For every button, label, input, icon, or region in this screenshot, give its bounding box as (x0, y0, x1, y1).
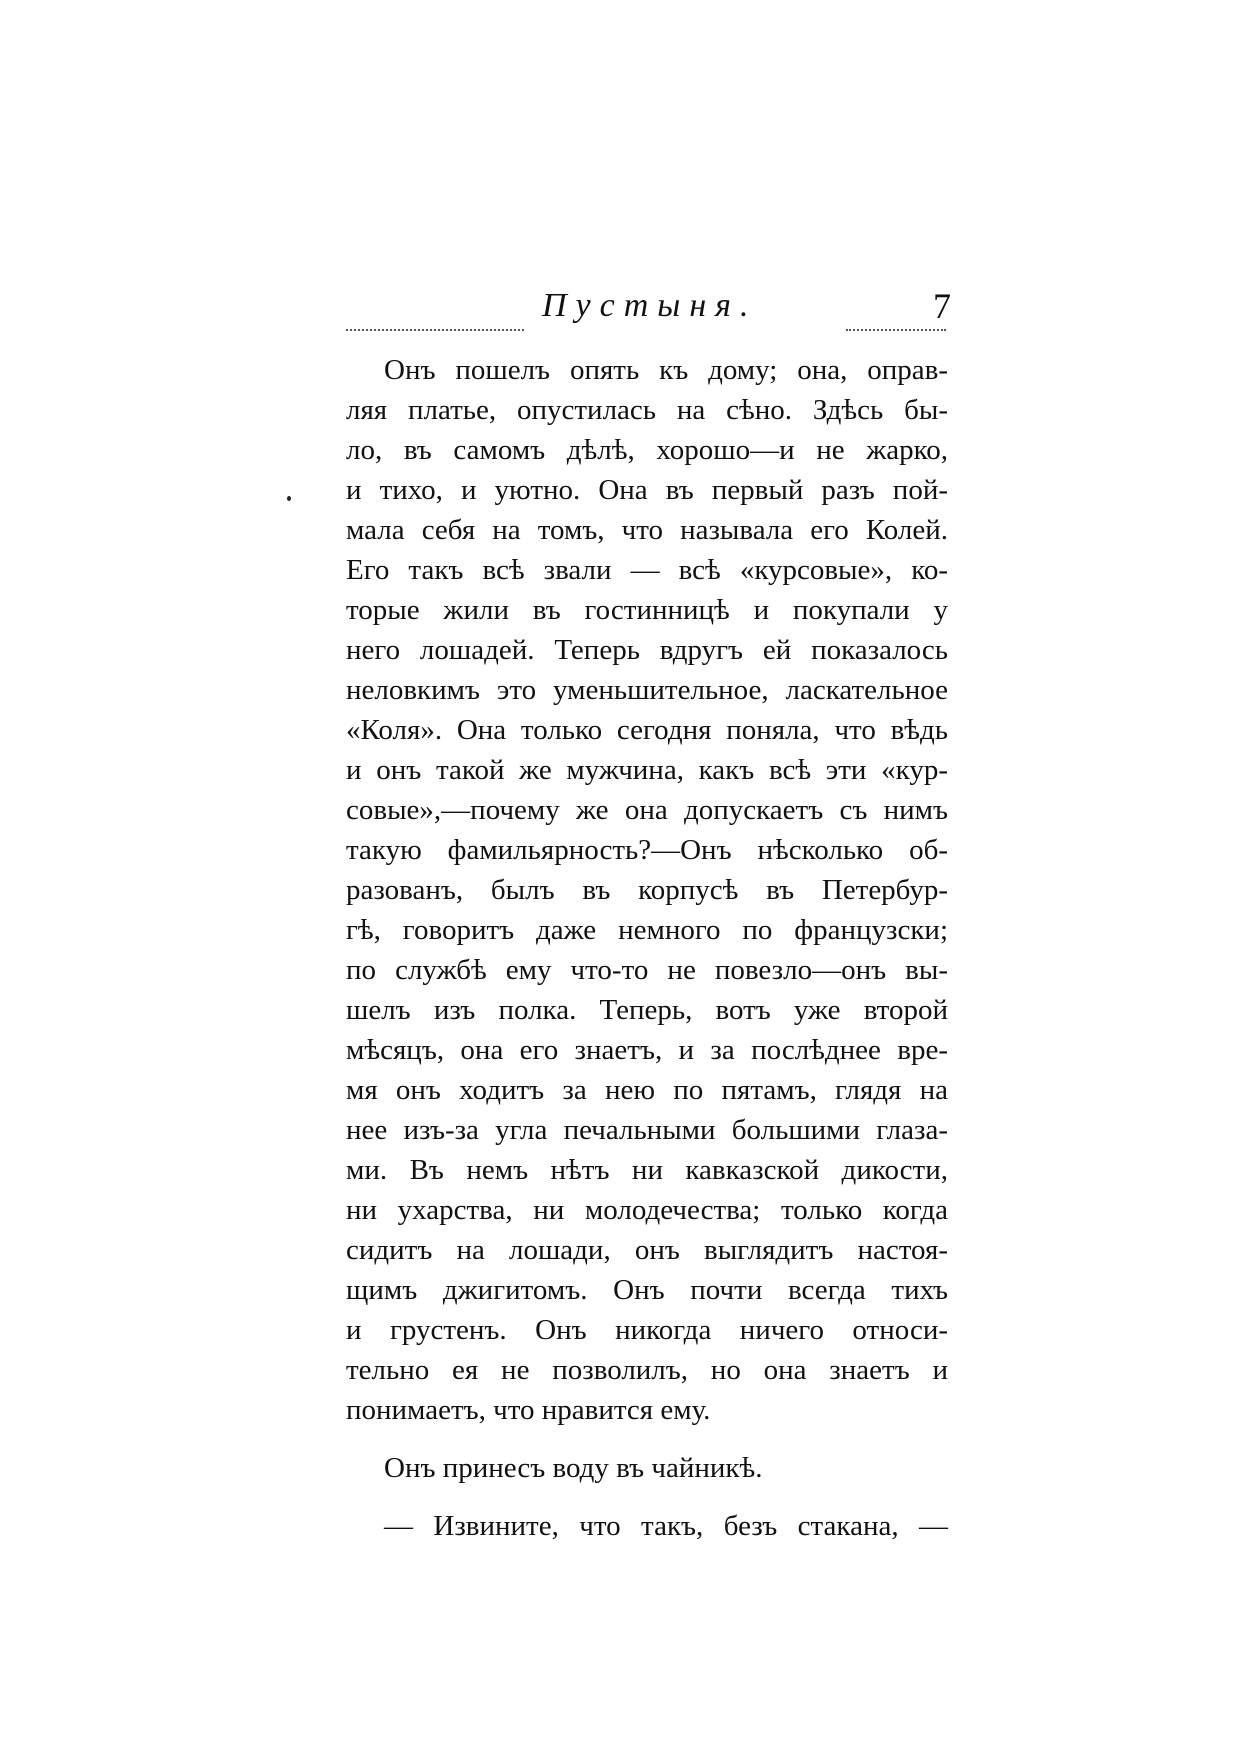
text-line: Онъ пошелъ опять къ дому; она, оправ- (384, 354, 948, 386)
running-title: Пустыня. (542, 287, 758, 324)
page-number: 7 (933, 286, 951, 326)
text-line: по службѣ ему что-то не повезло—онъ вы- (346, 954, 948, 986)
text-line: ни ухарства, ни молодечества; только когда (346, 1194, 948, 1226)
text-line: ми. Въ немъ нѣтъ ни кавказской дикости, (346, 1154, 948, 1186)
body-text (346, 350, 948, 1546)
paragraph-line: Онъ принесъ воду въ чайникѣ. (384, 1452, 763, 1484)
paragraph-gap (346, 1430, 948, 1448)
text-line: такую фамильярность?—Онъ нѣсколько об- (346, 834, 948, 866)
ink-speck (287, 496, 291, 501)
text-line: ляя платье, опустилась на сѣно. Здѣсь бы- (346, 394, 948, 426)
text-line: нее изъ-за угла печальными большими глаза- (346, 1114, 948, 1146)
dialogue-line: — Извините, что такъ, безъ стакана, — (384, 1510, 948, 1542)
text-line: «Коля». Она только сегодня поняла, что вѣдь (346, 714, 948, 746)
text-line: него лошадей. Теперь вдругъ ей показалось (346, 634, 948, 666)
text-line: неловкимъ это уменьшительное, ласкательное (346, 674, 948, 706)
text-line: гѣ, говоритъ даже немного по французски; (346, 914, 948, 946)
text-line: и онъ такой же мужчина, какъ всѣ эти «кур- (346, 754, 948, 786)
text-line: ло, въ самомъ дѣлѣ, хорошо—и не жарко, (346, 434, 948, 466)
text-line: сидитъ на лошади, онъ выглядитъ настоя- (346, 1234, 948, 1266)
text-line: мала себя на томъ, что называла его Колей. (346, 514, 948, 546)
paragraph-gap (346, 1488, 948, 1506)
text-line: тельно ея не позволилъ, но она знаетъ и (346, 1354, 948, 1386)
text-line: Его такъ всѣ звали — всѣ «курсовые», ко- (346, 554, 948, 586)
text-line: щимъ джигитомъ. Онъ почти всегда тихъ (346, 1274, 948, 1306)
text-line: торые жили въ гостинницѣ и покупали у (346, 594, 948, 626)
text-line: шелъ изъ полка. Теперь, вотъ уже второй (346, 994, 948, 1026)
running-head (346, 286, 951, 338)
text-line: и тихо, и уютно. Она въ первый разъ пой- (346, 474, 948, 506)
text-line: мѣсяцъ, она его знаетъ, и за послѣднее вре- (346, 1034, 948, 1066)
text-line: мя онъ ходитъ за нею по пятамъ, глядя на (346, 1074, 948, 1106)
text-line: разованъ, былъ въ корпусѣ въ Петербур- (346, 874, 948, 906)
text-line: и грустенъ. Онъ никогда ничего относи- (346, 1314, 948, 1346)
text-line: совые»,—почему же она допускаетъ съ нимъ (346, 794, 948, 826)
header-rule-left (346, 329, 524, 331)
text-line: понимаетъ, что нравится ему. (346, 1394, 711, 1426)
header-rule-right (846, 329, 946, 331)
